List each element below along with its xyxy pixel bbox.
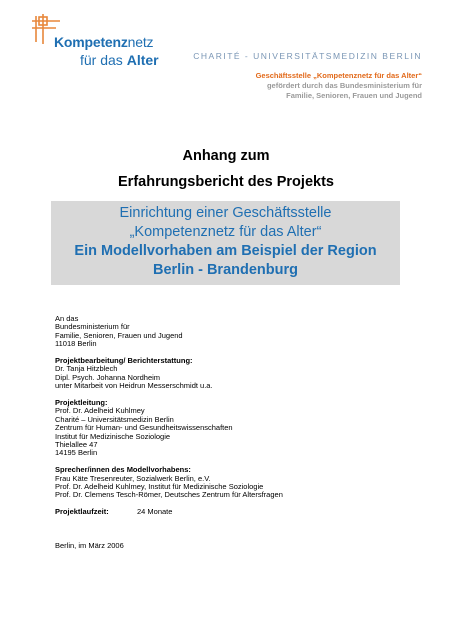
management-line: Zentrum für Human- und Gesundheitswissenschaften — [55, 423, 233, 433]
speakers-line: Frau Käte Tresenreuter, Sozialwerk Berlin, e.V. — [55, 473, 211, 483]
annex-title-line-1: Anhang zum — [182, 148, 270, 164]
management-line: Thielallee 47 — [55, 440, 98, 450]
recipient-line: Bundesministerium für — [55, 322, 130, 332]
project-title-line-3: Ein Modellvorhaben am Beispiel der Region — [74, 243, 377, 259]
recipient-address — [55, 315, 283, 349]
management-line: Institut für Medizinische Soziologie — [55, 431, 171, 441]
annex-title — [0, 143, 452, 195]
office-line-2: gefördert durch das Bundesministerium für — [266, 81, 422, 90]
reporting-line: Dr. Tanja Hitzblech — [55, 364, 118, 374]
charite-header: CHARITÉ - UNIVERSITÄTSMEDIZIN BERLIN — [193, 51, 422, 61]
kompetenznetz-logo — [32, 14, 172, 72]
office-line-1: Geschäftsstelle „Kompetenznetz für das Alter“ — [255, 71, 422, 80]
logo-text-kompetenz: Kompetenz — [54, 34, 128, 50]
reporting-line: unter Mitarbeit von Heidrun Messerschmidt u.a. — [55, 381, 213, 391]
speakers-block — [55, 466, 283, 500]
management-line: 14195 Berlin — [55, 448, 98, 458]
logo-wordmark-line1 — [54, 34, 153, 50]
management-line: Charité – Universitätsmedizin Berlin — [55, 414, 174, 424]
runtime-label: Projektlaufzeit: — [55, 507, 109, 517]
details-section — [55, 315, 283, 550]
recipient-line: Familie, Senioren, Frauen und Jugend — [55, 330, 183, 340]
runtime-block — [55, 508, 283, 516]
runtime-value: 24 Monate — [137, 507, 173, 517]
annex-title-line-2: Erfahrungsbericht des Projekts — [118, 174, 334, 190]
reporting-heading: Projektbearbeitung/ Berichterstattung: — [55, 356, 193, 366]
office-line-3: Familie, Senioren, Frauen und Jugend — [286, 91, 422, 100]
place-date: Berlin, im März 2006 — [55, 540, 124, 550]
recipient-line: 11018 Berlin — [55, 339, 97, 349]
logo-text-netz: netz — [127, 34, 154, 50]
reporting-line: Dipl. Psych. Johanna Nordheim — [55, 372, 161, 382]
recipient-line: An das — [55, 314, 79, 323]
project-title-line-4: Berlin - Brandenburg — [152, 262, 298, 278]
project-title-line-1: Einrichtung einer Geschäftsstelle — [119, 205, 332, 221]
management-block — [55, 399, 283, 458]
project-title-line-2: „Kompetenznetz für das Alter“ — [129, 224, 322, 240]
logo-text-alter: Alter — [126, 52, 159, 68]
speakers-line: Prof. Dr. Adelheid Kuhlmey, Institut für Medizinische Soziologie — [55, 482, 264, 492]
logo-text-fuer-das: für das — [80, 52, 127, 68]
logo-wordmark-line2 — [80, 52, 159, 68]
speakers-heading: Sprecher/innen des Modellvorhabens: — [55, 465, 191, 475]
office-info — [256, 71, 422, 101]
reporting-block — [55, 357, 283, 391]
management-heading: Projektleitung: — [55, 398, 108, 408]
speakers-line: Prof. Dr. Clemens Tesch-Römer, Deutsches Zentrum für Altersfragen — [55, 490, 283, 500]
management-line: Prof. Dr. Adelheid Kuhlmey — [55, 406, 145, 416]
project-title-box — [51, 201, 400, 285]
